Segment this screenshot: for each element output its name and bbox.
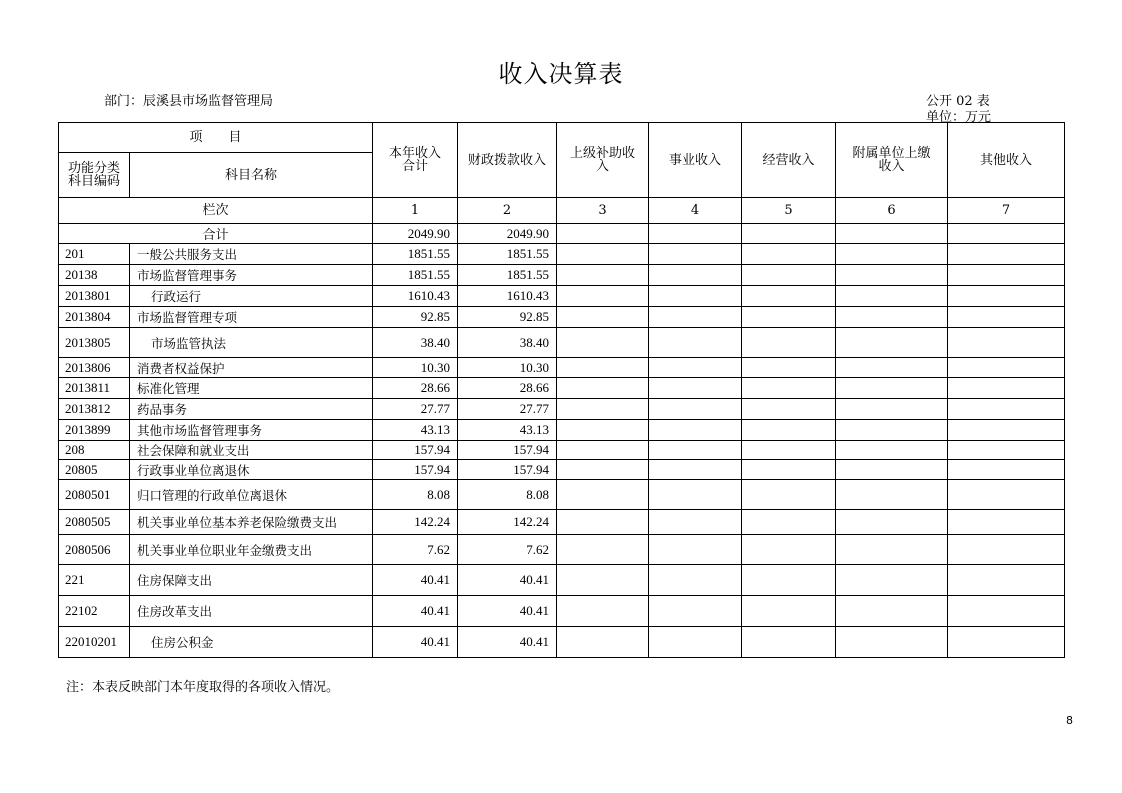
col-number: 5 [742, 198, 836, 224]
subject-code: 2013811 [59, 378, 130, 399]
header-business: 事业收入 [649, 123, 742, 198]
table-row [59, 441, 1065, 460]
subject-name: 市场监督管理事务 [130, 265, 373, 286]
subject-code: 2013805 [59, 328, 130, 358]
subject-name: 机关事业单位基本养老保险缴费支出 [130, 510, 373, 535]
subject-name: 消费者权益保护 [130, 358, 373, 378]
subject-name: 一般公共服务支出 [130, 244, 373, 265]
subject-code: 22102 [59, 596, 130, 627]
subject-name: 市场监管执法 [130, 328, 373, 358]
table-note: 注：本表反映部门本年度取得的各项收入情况。 [66, 680, 340, 695]
subject-code: 208 [59, 441, 130, 460]
department-label: 部门：辰溪县市场监督管理局 [104, 94, 274, 109]
header-code: 功能分类科目编码 [59, 153, 130, 198]
subject-code: 2080501 [59, 480, 130, 510]
header-fiscal: 财政拨款收入 [458, 123, 557, 198]
table-row [59, 307, 1065, 328]
header-operating: 经营收入 [742, 123, 836, 198]
subject-code: 221 [59, 565, 130, 596]
col-number: 6 [836, 198, 948, 224]
total-row [59, 224, 1065, 244]
row-fiscal: 40.41 [458, 596, 557, 627]
row-total: 1851.55 [373, 244, 458, 265]
col-number: 1 [373, 198, 458, 224]
table-row [59, 460, 1065, 480]
header-project: 项 目 [59, 123, 373, 153]
column-number-row [59, 198, 1065, 224]
row-fiscal: 92.85 [458, 307, 557, 328]
row-fiscal: 1851.55 [458, 244, 557, 265]
row-fiscal: 40.41 [458, 565, 557, 596]
total-fiscal: 2049.90 [458, 224, 557, 244]
page-number: 8 [1066, 714, 1073, 727]
header-total: 本年收入合计 [373, 123, 458, 198]
subject-code: 2013801 [59, 286, 130, 307]
table-row [59, 596, 1065, 627]
row-fiscal: 142.24 [458, 510, 557, 535]
row-total: 38.40 [373, 328, 458, 358]
table-row [59, 358, 1065, 378]
subject-name: 住房改革支出 [130, 596, 373, 627]
table-row [59, 328, 1065, 358]
subject-name: 机关事业单位职业年金缴费支出 [130, 535, 373, 565]
row-fiscal: 10.30 [458, 358, 557, 378]
header-col-row: 栏次 [59, 198, 373, 224]
page-title: 收入决算表 [498, 60, 624, 88]
row-fiscal: 1610.43 [458, 286, 557, 307]
table-row [59, 510, 1065, 535]
header-other: 其他收入 [948, 123, 1065, 198]
row-fiscal: 43.13 [458, 420, 557, 441]
table-row [59, 565, 1065, 596]
row-total: 157.94 [373, 441, 458, 460]
col-number: 2 [458, 198, 557, 224]
row-fiscal: 27.77 [458, 399, 557, 420]
table-row [59, 480, 1065, 510]
row-total: 27.77 [373, 399, 458, 420]
row-fiscal: 38.40 [458, 328, 557, 358]
table-row [59, 265, 1065, 286]
row-total: 10.30 [373, 358, 458, 378]
subject-code: 2013806 [59, 358, 130, 378]
subject-name: 社会保障和就业支出 [130, 441, 373, 460]
table-row [59, 244, 1065, 265]
subject-name: 行政事业单位离退休 [130, 460, 373, 480]
subject-name: 其他市场监督管理事务 [130, 420, 373, 441]
col-number: 3 [557, 198, 649, 224]
row-total: 8.08 [373, 480, 458, 510]
subject-code: 2013812 [59, 399, 130, 420]
row-total: 142.24 [373, 510, 458, 535]
table-row [59, 627, 1065, 658]
col-number: 7 [948, 198, 1065, 224]
row-fiscal: 1851.55 [458, 265, 557, 286]
subject-code: 22010201 [59, 627, 130, 658]
row-fiscal: 157.94 [458, 441, 557, 460]
subject-name: 标准化管理 [130, 378, 373, 399]
row-fiscal: 7.62 [458, 535, 557, 565]
row-fiscal: 40.41 [458, 627, 557, 658]
table-row [59, 535, 1065, 565]
subject-code: 20805 [59, 460, 130, 480]
row-total: 40.41 [373, 596, 458, 627]
form-number: 公开 02 表 [926, 94, 990, 109]
subject-code: 2080506 [59, 535, 130, 565]
total-amount: 2049.90 [373, 224, 458, 244]
unit-label: 单位：万元 [926, 110, 992, 125]
header-name: 科目名称 [130, 153, 373, 198]
row-fiscal: 8.08 [458, 480, 557, 510]
subject-code: 2080505 [59, 510, 130, 535]
subject-code: 20138 [59, 265, 130, 286]
table-row [59, 286, 1065, 307]
row-total: 92.85 [373, 307, 458, 328]
row-total: 1610.43 [373, 286, 458, 307]
row-total: 40.41 [373, 627, 458, 658]
header-superior: 上级补助收入 [557, 123, 649, 198]
col-number: 4 [649, 198, 742, 224]
subject-name: 归口管理的行政单位离退休 [130, 480, 373, 510]
row-total: 40.41 [373, 565, 458, 596]
subject-code: 2013804 [59, 307, 130, 328]
table-row [59, 399, 1065, 420]
row-total: 28.66 [373, 378, 458, 399]
row-total: 1851.55 [373, 265, 458, 286]
subject-name: 住房公积金 [130, 627, 373, 658]
subject-name: 市场监督管理专项 [130, 307, 373, 328]
table-row [59, 420, 1065, 441]
subject-name: 行政运行 [130, 286, 373, 307]
revenue-table [58, 122, 1065, 658]
total-label: 合计 [59, 224, 373, 244]
header-affiliated: 附属单位上缴收入 [836, 123, 948, 198]
subject-code: 201 [59, 244, 130, 265]
row-fiscal: 28.66 [458, 378, 557, 399]
subject-name: 药品事务 [130, 399, 373, 420]
row-total: 157.94 [373, 460, 458, 480]
subject-name: 住房保障支出 [130, 565, 373, 596]
row-fiscal: 157.94 [458, 460, 557, 480]
subject-code: 2013899 [59, 420, 130, 441]
table-row [59, 378, 1065, 399]
row-total: 7.62 [373, 535, 458, 565]
row-total: 43.13 [373, 420, 458, 441]
